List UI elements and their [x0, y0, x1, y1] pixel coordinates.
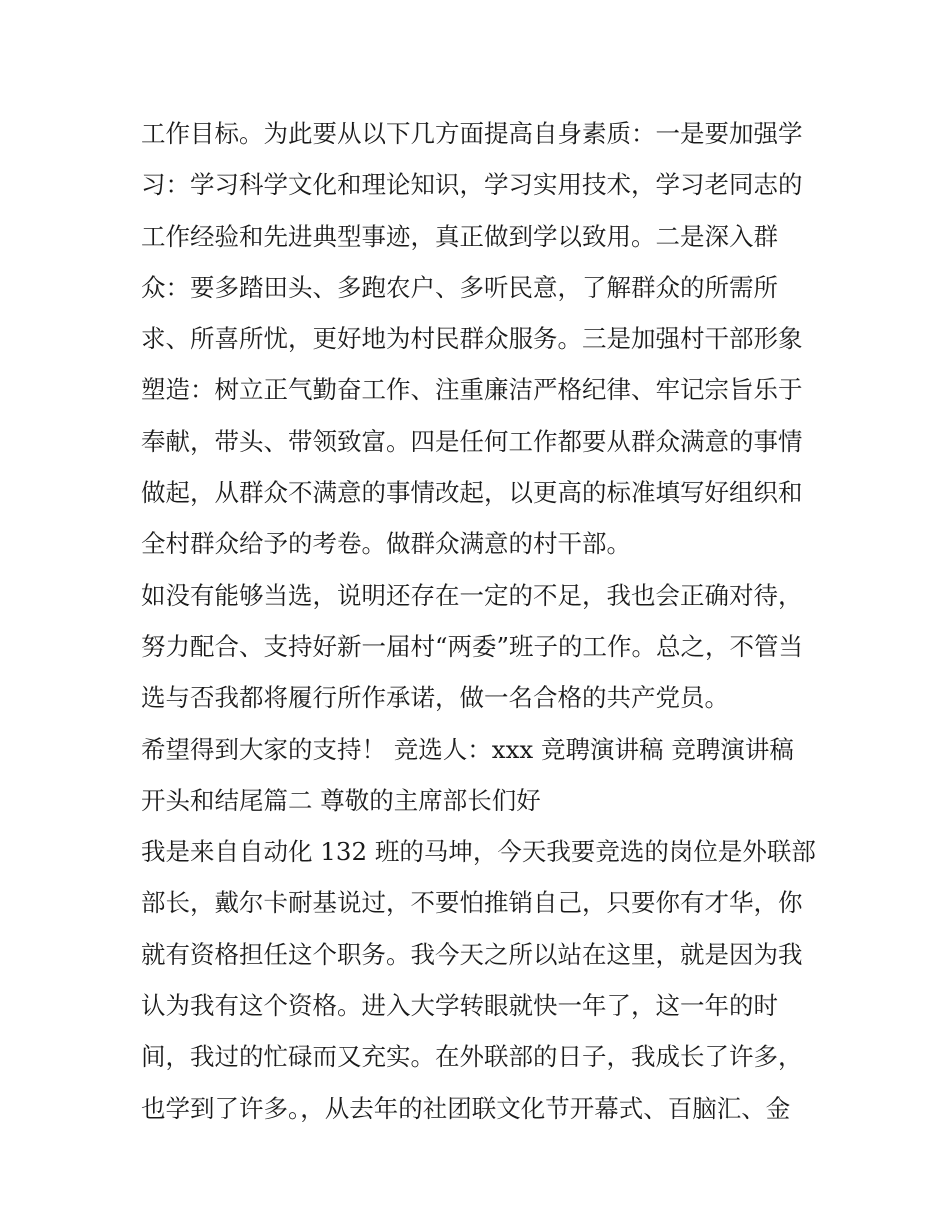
text-line: 认为我有这个资格。进入大学转眼就快一年了，这一年的时 [141, 991, 778, 1021]
text-line: 间，我过的忙碌而又充实。在外联部的日子，我成长了许多， [141, 1042, 803, 1072]
text-line: 全村群众给予的考卷。做群众满意的村干部。 [141, 529, 631, 559]
text-line: 希望得到大家的支持！ 竞选人：xxx 竞聘演讲稿 竞聘演讲稿 [141, 734, 794, 764]
text-line: 努力配合、支持好新一届村“两委”班子的工作。总之，不管当 [141, 631, 804, 661]
text-line: 就有资格担任这个职务。我今天之所以站在这里，就是因为我 [141, 939, 803, 969]
text-line: 部长，戴尔卡耐基说过，不要怕推销自己，只要你有才华，你 [141, 888, 803, 918]
text-line: 塑造：树立正气勤奋工作、注重廉洁严格纪律、牢记宗旨乐于 [141, 375, 803, 405]
text-line: 奉献，带头、带领致富。四是任何工作都要从群众满意的事情 [141, 426, 803, 456]
text-line: 工作目标。为此要从以下几方面提高自身素质：一是要加强学 [141, 119, 803, 148]
text-line: 也学到了许多。，从去年的社团联文化节开幕式、百脑汇、金 [141, 1093, 791, 1123]
text-line: 众：要多踏田头、多跑农户、多听民意，了解群众的所需所 [141, 272, 778, 302]
text-line: 做起，从群众不满意的事情改起，以更高的标准填写好组织和 [141, 478, 803, 508]
text-line: 习：学习科学文化和理论知识，学习实用技术，学习老同志的 [141, 170, 803, 200]
document-body-text [141, 108, 821, 1134]
text-line: 求、所喜所忧，更好地为村民群众服务。三是加强村干部形象 [141, 324, 803, 354]
text-line: 工作经验和先进典型事迹，真正做到学以致用。二是深入群 [141, 221, 778, 251]
text-line: 开头和结尾篇二 尊敬的主席部长们好 [141, 785, 541, 815]
text-line: 如没有能够当选，说明还存在一定的不足，我也会正确对待， [141, 580, 803, 610]
text-line: 我是来自自动化 132 班的马坤，今天我要竞选的岗位是外联部 [141, 837, 816, 867]
text-line: 选与否我都将履行所作承诺，做一名合格的共产党员。 [141, 683, 729, 713]
